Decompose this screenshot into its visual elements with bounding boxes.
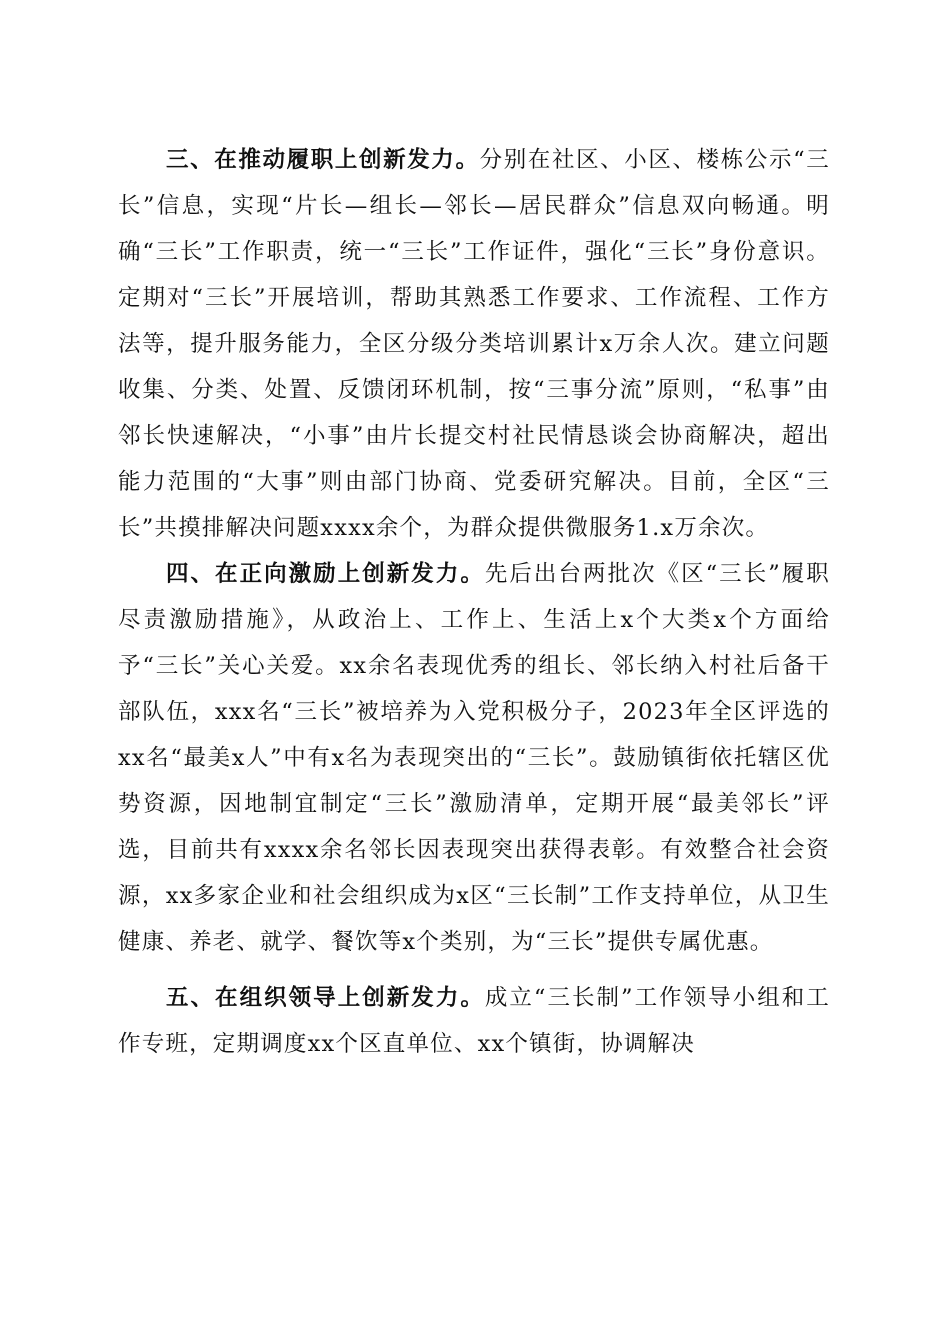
document-body <box>118 137 830 1067</box>
paragraph-text: 成立“三长制”工作领导小组和工作专班，定期调度xx个区直单位、xx个镇街，协调解决 <box>118 985 830 1057</box>
paragraph-3 <box>118 137 830 551</box>
paragraph-4 <box>118 551 830 965</box>
paragraph-5 <box>118 975 830 1067</box>
paragraph-text: 分别在社区、小区、楼栋公示“三长”信息，实现“片长—组长—邻长—居民群众”信息双向畅通。明确“三长”工作职责，统一“三长”工作证件，强化“三长”身份意识。定期对“三长”开展培训，帮助其熟悉工作要求、工作流程、工作方法等，提升服务能力，全区分级分类培训累计x万余人次。建立问题收集、分类、处置、反馈闭环机制，按“三事分流”原则，“私事”由邻长快速解决，“小事”由片长提交村社民情恳谈会协商解决，超出能力范围的“大事”则由部门协商、党委研究解决。目前，全区“三长”共摸排解决问题xxxx余个，为群众提供微服务1.x万余次。 <box>118 147 830 541</box>
paragraph-text: 先后出台两批次《区“三长”履职尽责激励措施》，从政治上、工作上、生活上x个大类x个方面给予“三长”关心关爱。xx余名表现优秀的组长、邻长纳入村社后备干部队伍，xxx名“三长”被培养为入党积极分子，2023年全区评选的xx名“最美x人”中有x名为表现突出的“三长”。鼓励镇街依托辖区优势资源，因地制宜制定“三长”激励清单，定期开展“最美邻长”评选，目前共有xxxx余名邻长因表现突出获得表彰。有效整合社会资源，xx多家企业和社会组织成为x区“三长制”工作支持单位，从卫生健康、养老、就学、餐饮等x个类别，为“三长”提供专属优惠。 <box>118 561 830 955</box>
paragraph-heading: 三、在推动履职上创新发力。 <box>166 147 480 173</box>
paragraph-heading: 四、在正向激励上创新发力。 <box>166 561 485 587</box>
paragraph-heading: 五、在组织领导上创新发力。 <box>166 985 485 1011</box>
